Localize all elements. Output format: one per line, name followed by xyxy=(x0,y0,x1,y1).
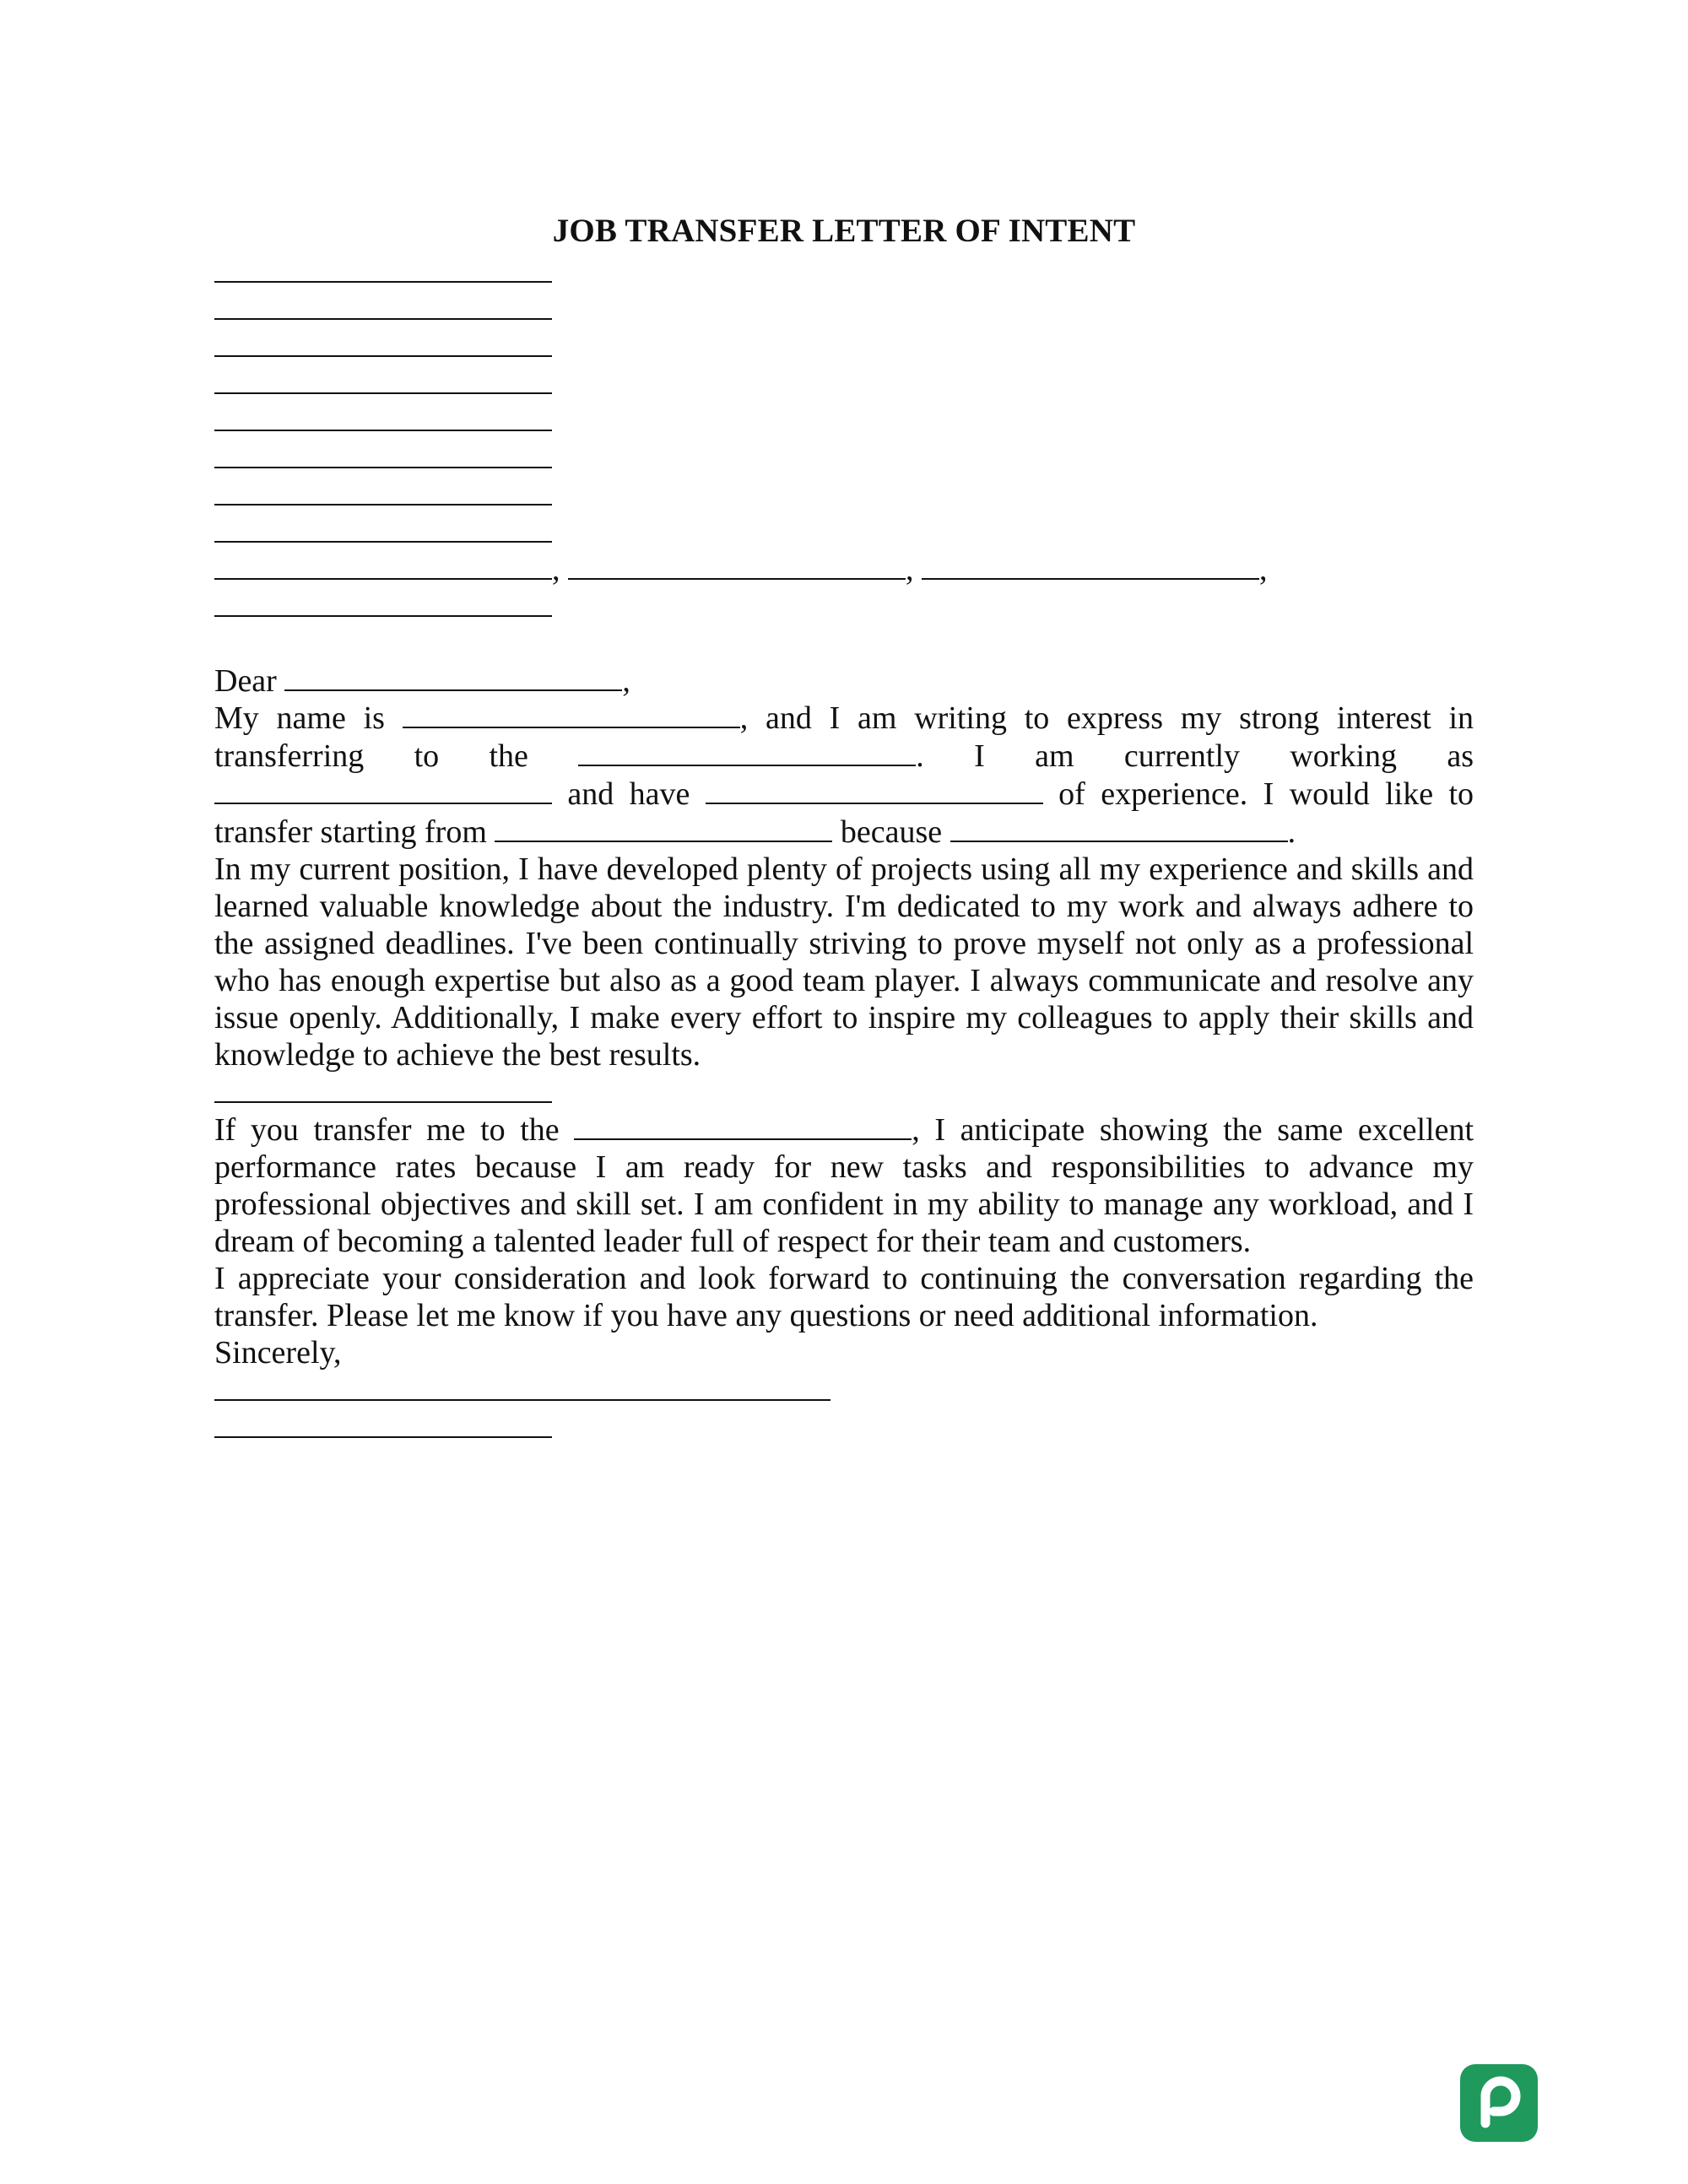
text: If you transfer me to the xyxy=(214,1112,560,1148)
text: , and I am writing to express my strong interest in xyxy=(739,700,1474,736)
address-blank-3[interactable] xyxy=(214,327,552,357)
address-blank-1[interactable] xyxy=(214,253,552,283)
start-date-blank[interactable] xyxy=(495,813,832,842)
text: , I anticipate showing the same excellent xyxy=(912,1112,1474,1148)
comma: , xyxy=(1259,552,1268,587)
text: and have xyxy=(567,776,690,812)
text: My name is xyxy=(214,700,385,736)
new-department-blank[interactable] xyxy=(578,737,916,766)
address-blank-2[interactable] xyxy=(214,290,552,320)
text: . I am currently working as xyxy=(916,738,1474,774)
document-title: JOB TRANSFER LETTER OF INTENT xyxy=(552,213,1136,249)
closing: Sincerely, xyxy=(214,1335,342,1370)
comma: , xyxy=(622,663,630,699)
recipient-name-blank[interactable] xyxy=(284,662,622,691)
address-block xyxy=(214,253,1474,624)
address-blank-7[interactable] xyxy=(214,476,552,505)
text: . xyxy=(1287,814,1296,850)
city-blank[interactable] xyxy=(214,550,552,580)
text: transferring to the xyxy=(214,738,528,774)
state-blank[interactable] xyxy=(568,550,906,580)
salutation-word: Dear xyxy=(214,663,277,699)
years-experience-blank[interactable] xyxy=(706,775,1043,804)
letter-body xyxy=(214,662,1474,1446)
salutation xyxy=(214,662,1474,699)
zip-blank[interactable] xyxy=(922,550,1259,580)
paragraph-1-line-3 xyxy=(214,775,1474,813)
address-blank-8[interactable] xyxy=(214,513,552,543)
comma: , xyxy=(552,552,560,587)
text: because xyxy=(840,814,943,850)
paragraph-1-line-4 xyxy=(214,813,1474,851)
address-blank-4[interactable] xyxy=(214,365,552,394)
paragraph-2: In my current position, I have developed plenty of projects using all my experience and skills and learned valuable knowledge about the industry. I'm dedicated to my work and always adhere to the assigned deadlines. I've been continually striving to prove myself not only as a professional who has enough expertise but also as a good team player. I always communicate and resolve any issue openly. Additionally, I make every effort to inspire my colleagues to apply their skills and knowledge to achieve the best results. xyxy=(214,851,1474,1073)
text: transfer starting from xyxy=(214,814,487,850)
comma: , xyxy=(906,552,914,587)
pdf-filler-logo-icon xyxy=(1460,2064,1538,2142)
address-blank-6[interactable] xyxy=(214,439,552,468)
address-blank-5[interactable] xyxy=(214,402,552,431)
current-position-blank[interactable] xyxy=(214,775,552,804)
paragraph-1-line-1 xyxy=(214,699,1474,737)
text: of experience. I would like to xyxy=(1058,776,1474,812)
paragraph-1-line-2 xyxy=(214,737,1474,775)
paragraph-3-line-1 xyxy=(214,1111,1474,1149)
signature-blank[interactable] xyxy=(214,1371,830,1401)
paragraph-4: I appreciate your consideration and look forward to continuing the conversation regarding the transfer. Please let me know if you have any questions or need additional information. xyxy=(214,1261,1474,1333)
transfer-department-blank[interactable] xyxy=(574,1111,912,1140)
paragraph-3: performance rates because I am ready for new tasks and responsibilities to advance my professional objectives and skill set. I am confident in my ability to manage any workload, and I dream of becoming a talented leader full of respect for their team and customers. xyxy=(214,1149,1474,1259)
your-name-blank[interactable] xyxy=(403,699,740,728)
reason-blank[interactable] xyxy=(950,813,1288,842)
date-blank[interactable] xyxy=(214,587,552,617)
printed-name-blank[interactable] xyxy=(214,1408,552,1438)
paragraph-blank[interactable] xyxy=(214,1073,552,1103)
